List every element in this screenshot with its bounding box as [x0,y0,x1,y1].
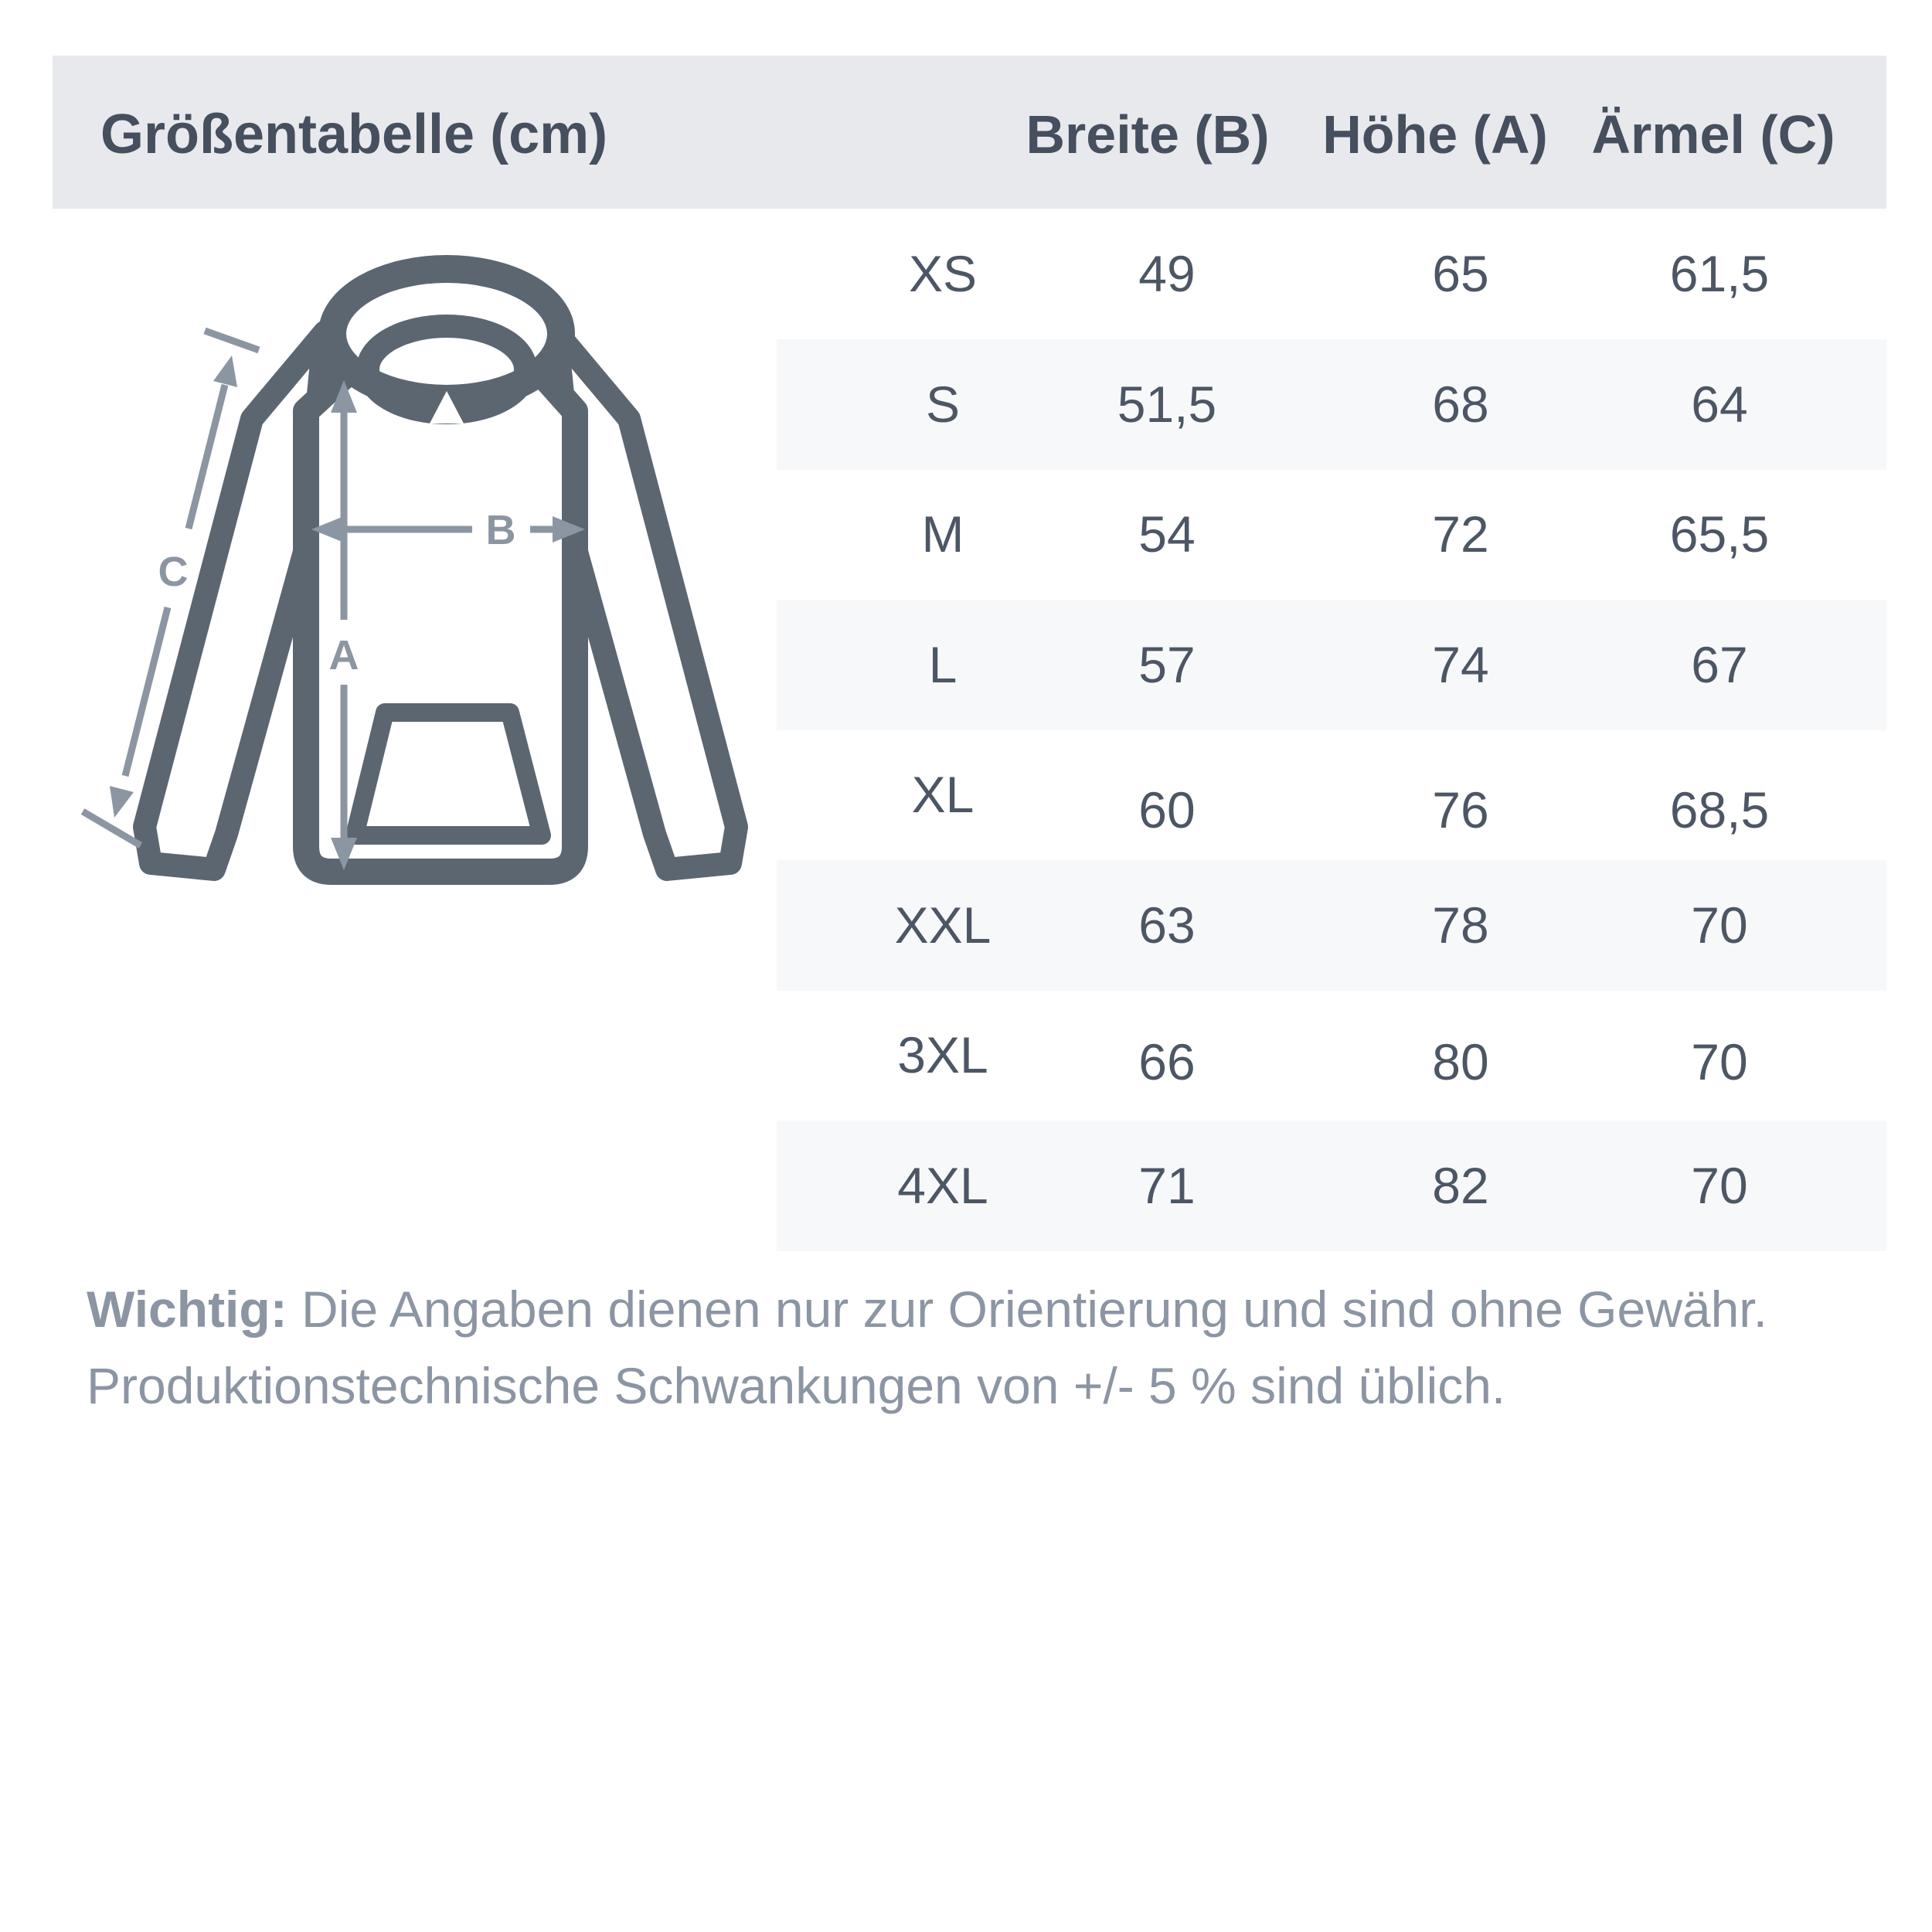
size-label: S [925,376,961,433]
hoehe-value: 74 [1432,636,1489,693]
hoehe-value: 78 [1432,896,1489,954]
hoehe-value: 65 [1432,245,1489,302]
disclaimer-line-2: Produktionstechnische Schwankungen von +/- 5 % sind üblich. [87,1357,1506,1414]
size-label: M [921,505,964,563]
size-label: 4XL [897,1157,988,1214]
aermel-value: 67 [1691,636,1748,693]
page-title: Größentabelle (cm) [100,104,608,165]
column-header-aermel: Ärmel (C) [1591,104,1835,165]
table-row [777,860,1886,991]
hoehe-value: 76 [1432,781,1489,838]
column-header-breite: Breite (B) [1026,104,1270,165]
breite-value: 54 [1138,505,1196,563]
breite-value: 60 [1138,781,1196,838]
table-row [777,339,1886,470]
aermel-value: 70 [1691,1033,1748,1090]
hoehe-value: 68 [1432,376,1489,433]
measure-label-a: A [328,632,359,679]
breite-value: 49 [1138,245,1196,302]
column-header-hoehe: Höhe (A) [1322,104,1548,165]
hoodie-measure-diagram [46,216,819,912]
disclaimer-lead: Wichtig: [87,1281,287,1338]
table-row [777,469,1886,600]
measure-label-b: B [485,507,516,553]
table-row [777,1121,1886,1251]
table-row [777,990,1886,1121]
measure-label-c: C [158,549,189,595]
hoehe-value: 80 [1432,1033,1489,1090]
disclaimer-line-1 [87,1271,1879,1348]
table-row [777,600,1886,730]
breite-value: 71 [1138,1157,1196,1214]
disclaimer-line-1-text: Die Angaben dienen nur zur Orientierung und sind ohne Gewähr. [287,1281,1767,1338]
table-row [777,209,1886,339]
breite-value: 51,5 [1117,376,1217,433]
size-label: XS [908,245,978,302]
aermel-value: 64 [1691,376,1748,433]
aermel-value: 68,5 [1669,781,1770,838]
disclaimer-note [87,1271,1879,1424]
hoehe-value: 72 [1432,505,1489,563]
pocket-outline [355,713,542,835]
size-label: L [928,636,957,693]
table-row [777,730,1886,860]
aermel-value: 70 [1691,896,1748,954]
header-band [53,56,1886,209]
size-label: XXL [894,896,992,954]
breite-value: 63 [1138,896,1196,954]
breite-value: 57 [1138,636,1196,693]
aermel-value: 70 [1691,1157,1748,1214]
breite-value: 66 [1138,1033,1196,1090]
aermel-value: 65,5 [1669,505,1770,563]
hoehe-value: 82 [1432,1157,1489,1214]
size-label: XL [911,766,975,823]
aermel-value: 61,5 [1669,245,1770,302]
size-label: 3XL [897,1026,988,1083]
